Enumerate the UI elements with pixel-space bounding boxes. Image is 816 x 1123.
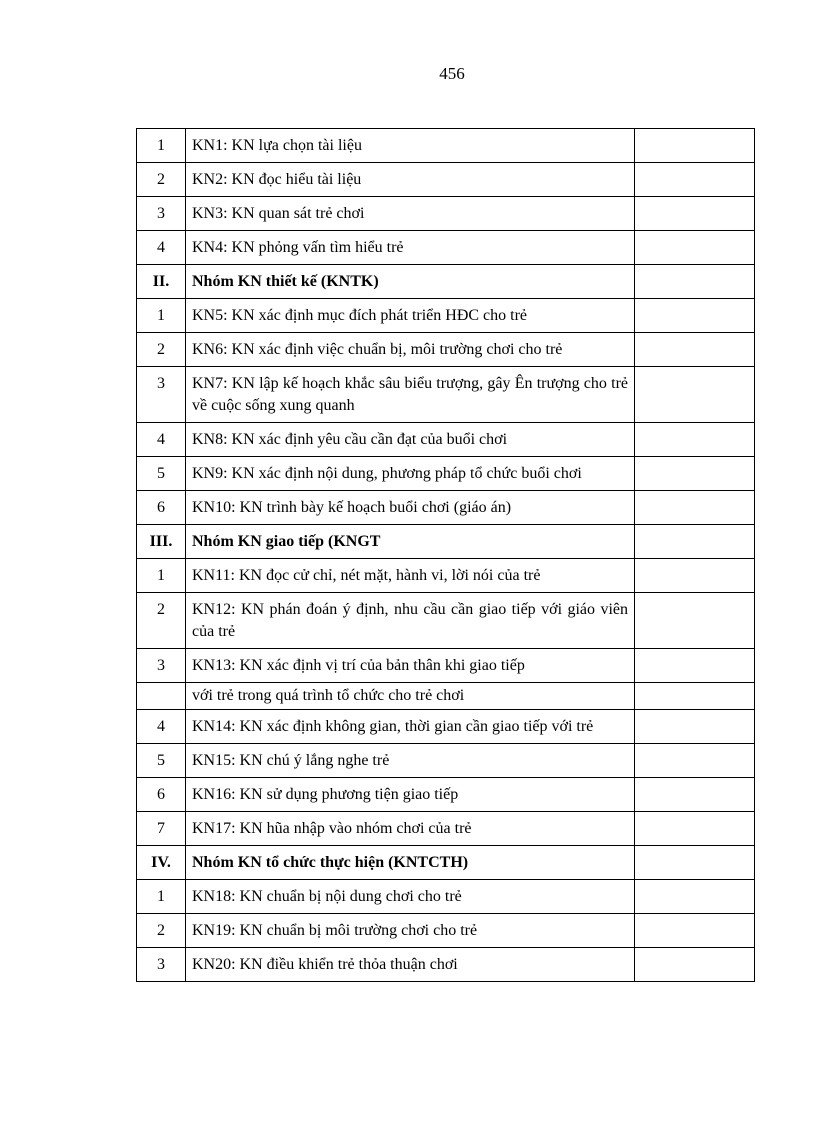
table-row bbox=[137, 948, 755, 982]
skill-description: KN19: KN chuẩn bị môi trường chơi cho trẻ bbox=[186, 914, 635, 948]
row-number: 2 bbox=[137, 163, 186, 197]
row-number: 1 bbox=[137, 559, 186, 593]
blank-cell bbox=[635, 880, 755, 914]
table-row bbox=[137, 231, 755, 265]
blank-cell bbox=[635, 299, 755, 333]
row-number: 1 bbox=[137, 129, 186, 163]
row-number bbox=[137, 683, 186, 710]
row-number: 3 bbox=[137, 367, 186, 423]
table-row bbox=[137, 649, 755, 683]
blank-cell bbox=[635, 812, 755, 846]
skill-description: KN14: KN xác định không gian, thời gian cần giao tiếp với trẻ bbox=[186, 710, 635, 744]
blank-cell bbox=[635, 683, 755, 710]
row-number: III. bbox=[137, 525, 186, 559]
blank-cell bbox=[635, 197, 755, 231]
row-number: 6 bbox=[137, 778, 186, 812]
table-row bbox=[137, 333, 755, 367]
blank-cell bbox=[635, 423, 755, 457]
group-title: Nhóm KN thiết kế (KNTK) bbox=[186, 265, 635, 299]
table-row bbox=[137, 423, 755, 457]
skill-description: KN9: KN xác định nội dung, phương pháp tổ chức buổi chơi bbox=[186, 457, 635, 491]
skill-description: KN13: KN xác định vị trí của bản thân khi giao tiếp bbox=[186, 649, 635, 683]
row-number: 7 bbox=[137, 812, 186, 846]
blank-cell bbox=[635, 163, 755, 197]
skill-description: KN6: KN xác định việc chuẩn bị, môi trường chơi cho trẻ bbox=[186, 333, 635, 367]
group-header-row bbox=[137, 846, 755, 880]
skill-description: KN7: KN lập kế hoạch khắc sâu biểu trượng, gây Ên trượng cho trẻ về cuộc sống xung quanh bbox=[186, 367, 635, 423]
row-number: 2 bbox=[137, 914, 186, 948]
table-row bbox=[137, 914, 755, 948]
table-row bbox=[137, 457, 755, 491]
table-row bbox=[137, 593, 755, 649]
row-number: 2 bbox=[137, 333, 186, 367]
table-row bbox=[137, 163, 755, 197]
table-row bbox=[137, 367, 755, 423]
row-number: 2 bbox=[137, 593, 186, 649]
skill-description: KN16: KN sử dụng phương tiện giao tiếp bbox=[186, 778, 635, 812]
group-header-row bbox=[137, 525, 755, 559]
skill-description: KN2: KN đọc hiểu tài liệu bbox=[186, 163, 635, 197]
skill-description: KN18: KN chuẩn bị nội dung chơi cho trẻ bbox=[186, 880, 635, 914]
skill-description: KN4: KN phỏng vấn tìm hiểu trẻ bbox=[186, 231, 635, 265]
table-row bbox=[137, 744, 755, 778]
skill-description: KN15: KN chú ý lắng nghe trẻ bbox=[186, 744, 635, 778]
skill-description: KN10: KN trình bày kế hoạch buổi chơi (giáo án) bbox=[186, 491, 635, 525]
row-number: 4 bbox=[137, 710, 186, 744]
row-number: II. bbox=[137, 265, 186, 299]
group-title: Nhóm KN tổ chức thực hiện (KNTCTH) bbox=[186, 846, 635, 880]
blank-cell bbox=[635, 525, 755, 559]
row-number: 3 bbox=[137, 649, 186, 683]
row-number: 1 bbox=[137, 880, 186, 914]
group-header-row bbox=[137, 265, 755, 299]
table-row bbox=[137, 129, 755, 163]
row-number: 4 bbox=[137, 423, 186, 457]
blank-cell bbox=[635, 593, 755, 649]
blank-cell bbox=[635, 333, 755, 367]
blank-cell bbox=[635, 231, 755, 265]
row-number: 3 bbox=[137, 948, 186, 982]
table-row bbox=[137, 710, 755, 744]
blank-cell bbox=[635, 367, 755, 423]
blank-cell bbox=[635, 457, 755, 491]
table-row bbox=[137, 299, 755, 333]
skill-description: KN5: KN xác định mục đích phát triển HĐC cho trẻ bbox=[186, 299, 635, 333]
table-row bbox=[137, 880, 755, 914]
blank-cell bbox=[635, 559, 755, 593]
table-row bbox=[137, 197, 755, 231]
skill-description: KN8: KN xác định yêu cầu cần đạt của buổi chơi bbox=[186, 423, 635, 457]
skill-description: KN12: KN phán đoán ý định, nhu cầu cần giao tiếp với giáo viên của trẻ bbox=[186, 593, 635, 649]
row-number: 6 bbox=[137, 491, 186, 525]
skill-description: với trẻ trong quá trình tổ chức cho trẻ chơi bbox=[186, 683, 635, 710]
row-number: 3 bbox=[137, 197, 186, 231]
skills-table-body bbox=[137, 129, 755, 982]
row-number: IV. bbox=[137, 846, 186, 880]
blank-cell bbox=[635, 914, 755, 948]
table-row bbox=[137, 559, 755, 593]
row-number: 5 bbox=[137, 457, 186, 491]
skills-table bbox=[136, 128, 755, 982]
blank-cell bbox=[635, 948, 755, 982]
table-row bbox=[137, 812, 755, 846]
skill-description: KN11: KN đọc cử chỉ, nét mặt, hành vi, lời nói của trẻ bbox=[186, 559, 635, 593]
page-number: 456 bbox=[439, 64, 465, 83]
blank-cell bbox=[635, 491, 755, 525]
skill-description: KN3: KN quan sát trẻ chơi bbox=[186, 197, 635, 231]
blank-cell bbox=[635, 710, 755, 744]
blank-cell bbox=[635, 778, 755, 812]
blank-cell bbox=[635, 129, 755, 163]
skill-description: KN20: KN điều khiển trẻ thỏa thuận chơi bbox=[186, 948, 635, 982]
skill-description: KN17: KN hũa nhập vào nhóm chơi của trẻ bbox=[186, 812, 635, 846]
table-row bbox=[137, 683, 755, 710]
group-title: Nhóm KN giao tiếp (KNGT bbox=[186, 525, 635, 559]
row-number: 5 bbox=[137, 744, 186, 778]
table-row bbox=[137, 778, 755, 812]
blank-cell bbox=[635, 846, 755, 880]
blank-cell bbox=[635, 744, 755, 778]
skill-description: KN1: KN lựa chọn tài liệu bbox=[186, 129, 635, 163]
row-number: 1 bbox=[137, 299, 186, 333]
row-number: 4 bbox=[137, 231, 186, 265]
blank-cell bbox=[635, 265, 755, 299]
blank-cell bbox=[635, 649, 755, 683]
table-row bbox=[137, 491, 755, 525]
